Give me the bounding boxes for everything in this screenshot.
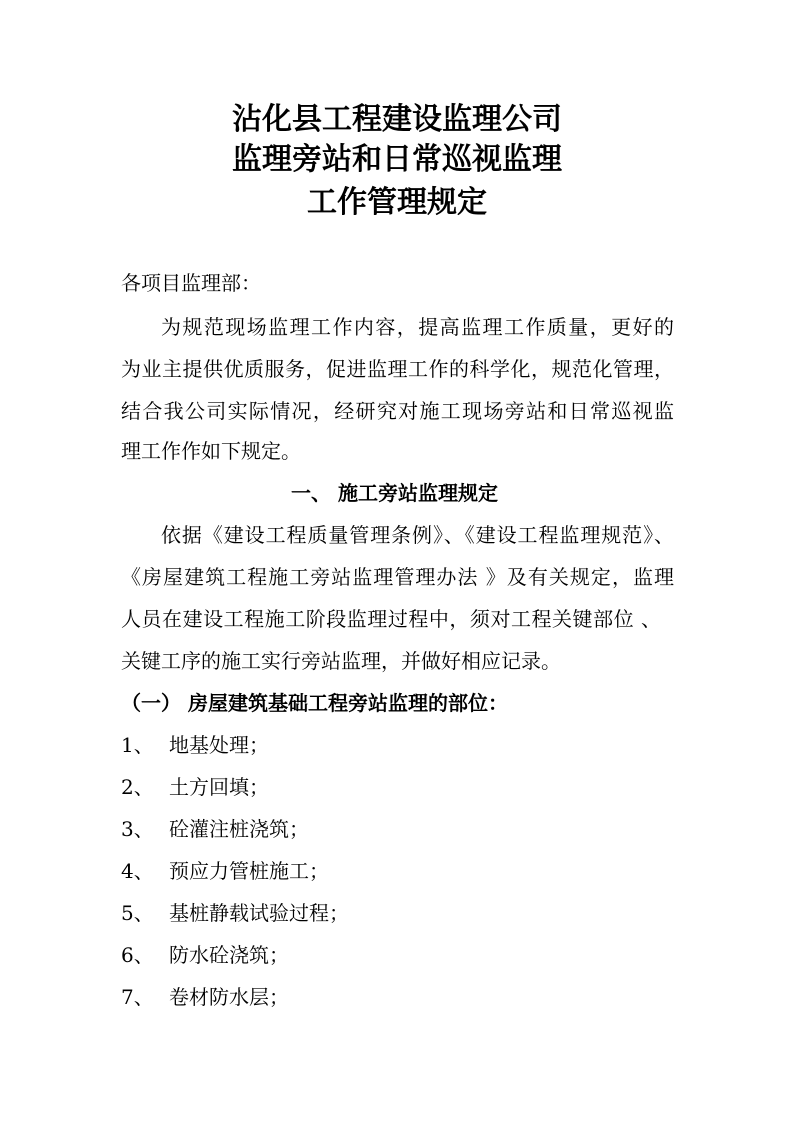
list-item: [121, 772, 269, 802]
intro-line-2: 为业主提供优质服务，促进监理工作的科学化，规范化管理，: [121, 357, 674, 381]
intro-line-1: 为规范现场监理工作内容，提高监理工作质量，更好的: [161, 315, 674, 339]
list-item-number: 5、: [121, 901, 154, 925]
doc-title-line-3: 工作管理规定: [307, 185, 487, 220]
salutation: 各项目监理部：: [121, 271, 261, 295]
subsection-1-heading: （一） 房屋建筑基础工程旁站监理的部位：: [121, 691, 508, 715]
list-item-number: 1、: [121, 733, 154, 757]
list-item: [121, 940, 289, 970]
list-item-number: 3、: [121, 817, 154, 841]
section-1-line-4: 关键工序的施工实行旁站监理，并做好相应记录。: [121, 649, 561, 673]
intro-line-4: 理工作作如下规定。: [121, 439, 301, 463]
list-item-text: 防水砼浇筑；: [169, 943, 289, 967]
doc-title-line-2: 监理旁站和日常巡视监理: [232, 142, 562, 177]
section-1-line-1: 依据《建设工程质量管理条例》、《建设工程监理规范》、: [161, 523, 674, 547]
list-item-text: 预应力管桩施工；: [169, 859, 329, 883]
list-item-number: 7、: [121, 985, 154, 1009]
doc-title-line-1: 沾化县工程建设监理公司: [232, 102, 562, 137]
list-item-text: 土方回填；: [169, 775, 269, 799]
list-item-text: 基桩静载试验过程；: [169, 901, 349, 925]
list-item-text: 卷材防水层；: [169, 985, 289, 1009]
section-1-heading: 一、 施工旁站监理规定: [291, 481, 498, 505]
list-item-number: 2、: [121, 775, 154, 799]
intro-line-3: 结合我公司实际情况，经研究对施工现场旁站和日常巡视监: [121, 399, 674, 423]
list-item: [121, 982, 289, 1012]
list-item-number: 6、: [121, 943, 154, 967]
list-item: [121, 814, 309, 844]
list-item-number: 4、: [121, 859, 154, 883]
list-item: [121, 730, 269, 760]
section-1-line-3: 人员在建设工程施工阶段监理过程中，须对工程关键部位 、: [121, 607, 661, 631]
list-item: [121, 898, 349, 928]
list-item-text: 地基处理；: [169, 733, 269, 757]
section-1-line-2: 《房屋建筑工程施工旁站监理管理办法 》及有关规定，监理: [121, 565, 674, 589]
list-item: [121, 856, 329, 886]
list-item-text: 砼灌注桩浇筑；: [169, 817, 309, 841]
